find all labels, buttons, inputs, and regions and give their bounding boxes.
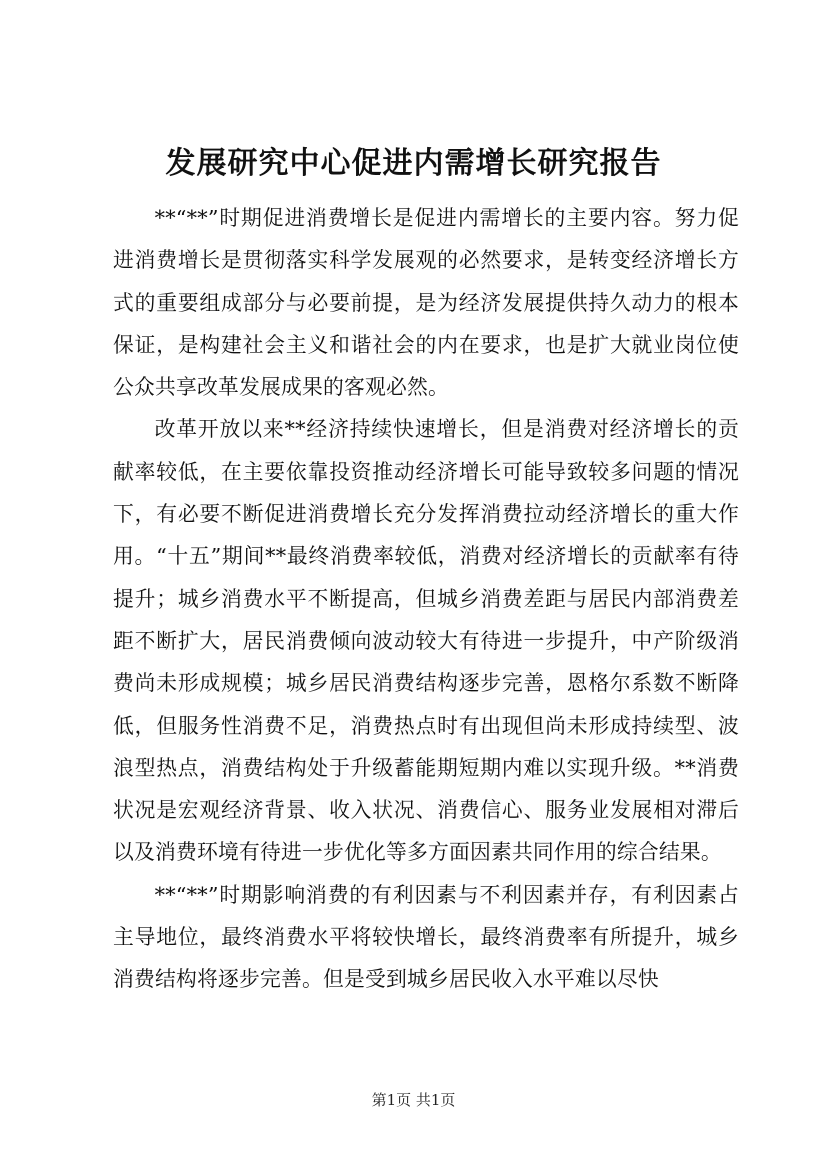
document-title: 发展研究中心促进内需增长研究报告 bbox=[165, 146, 662, 181]
page-number-footer: 第1页 共1页 bbox=[371, 1091, 456, 1109]
paragraph-3: **“**”时期影响消费的有利因素与不利因素并存，有利因素占主导地位，最终消费水平将较快增长，最终消费率有所提升，城乡消费结构将逐步完善。但是受到城乡居民收入水平难以尽快 bbox=[113, 882, 739, 992]
paragraph-1: **“**”时期促进消费增长是促进内需增长的主要内容。努力促进消费增长是贯彻落实科学发展观的必然要求，是转变经济增长方式的重要组成部分与必要前提，是为经济发展提供持久动力的根本保证，是构建社会主义和谐社会的内在要求，也是扩大就业岗位使公众共享改革发展成果的客观必然。 bbox=[113, 206, 739, 400]
document-body bbox=[113, 197, 739, 1001]
paragraph-2: 改革开放以来**经济持续快速增长，但是消费对经济增长的贡献率较低，在主要依靠投资推动经济增长可能导致较多问题的情况下，有必要不断促进消费增长充分发挥消费拉动经济增长的重大作用。“十五”期间**最终消费率较低，消费对经济增长的贡献率有待提升；城乡消费水平不断提高，但城乡消费差距与居民内部消费差距不断扩大，居民消费倾向波动较大有待进一步提升，中产阶级消费尚未形成规模；城乡居民消费结构逐步完善，恩格尔系数不断降低，但服务性消费不足，消费热点时有出现但尚未形成持续型、波浪型热点，消费结构处于升级蓄能期短期内难以实现升级。**消费状况是宏观经济背景、收入状况、消费信心、服务业发展相对滞后以及消费环境有待进一步优化等多方面因素共同作用的综合结果。 bbox=[113, 417, 739, 865]
